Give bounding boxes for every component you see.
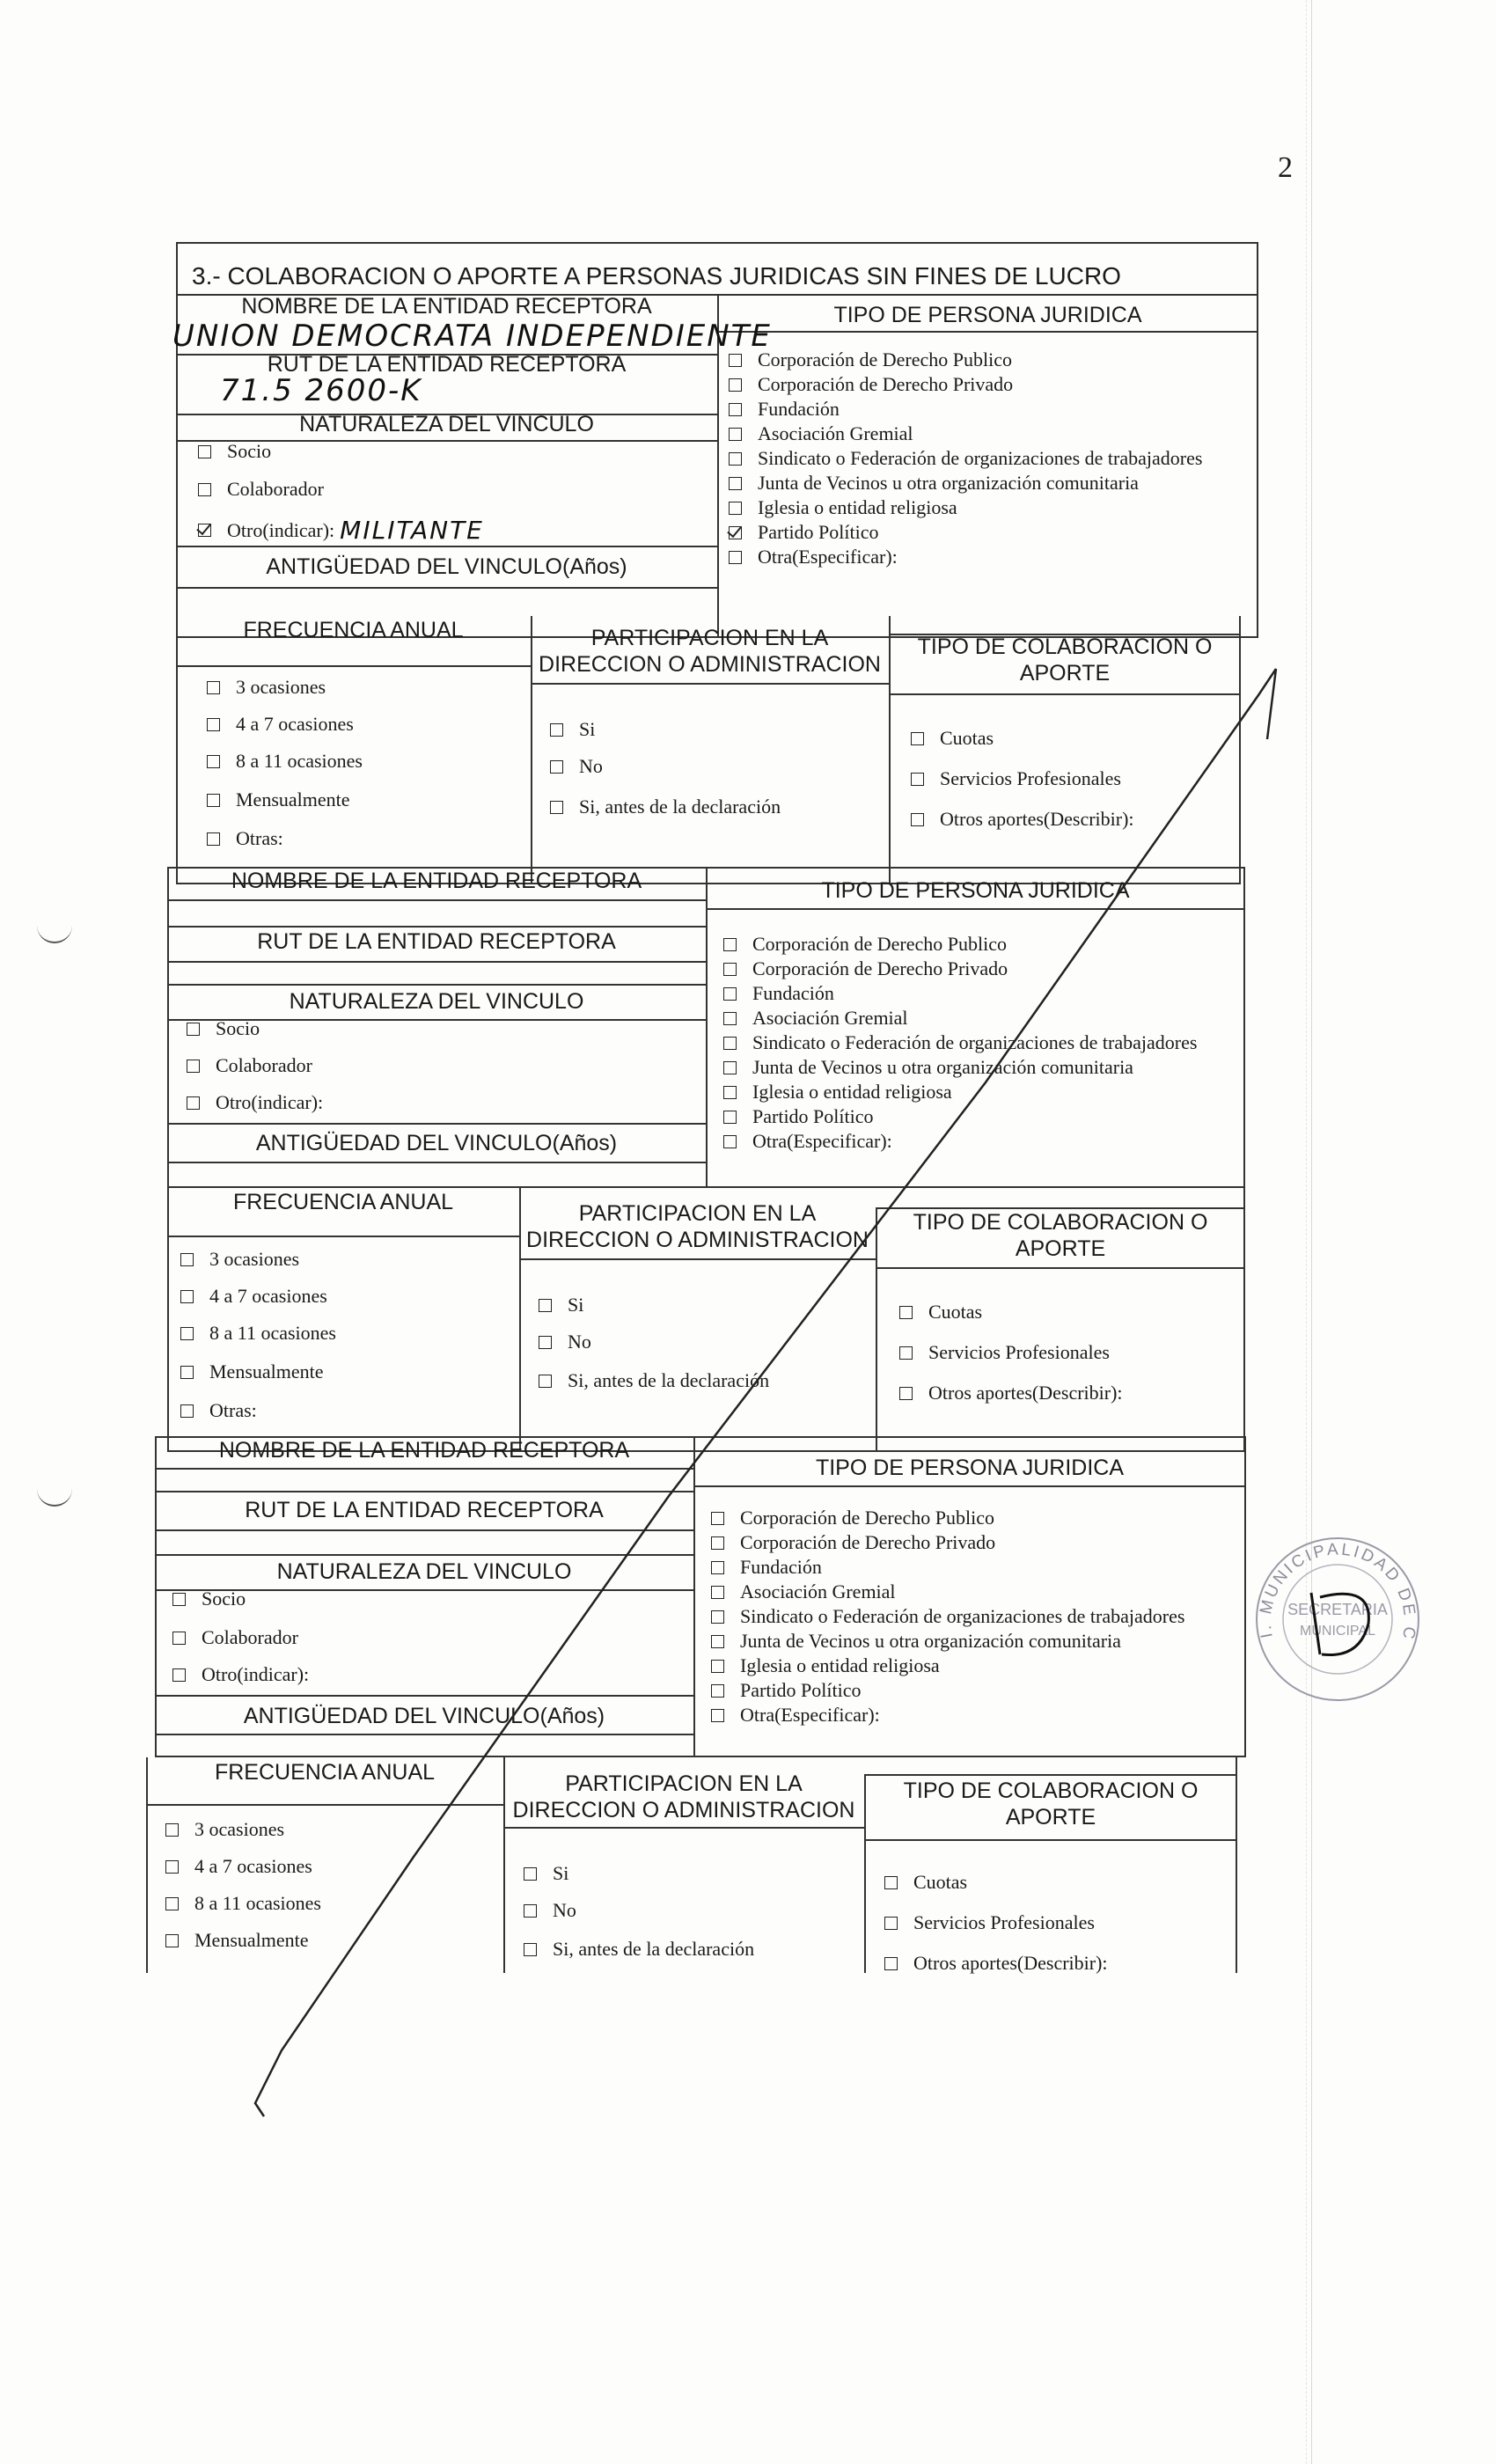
- part-si[interactable]: Si: [550, 718, 595, 741]
- freq-mensual[interactable]: Mensualmente: [207, 788, 350, 811]
- freq-mensual[interactable]: Mensualmente: [165, 1929, 309, 1952]
- frequency-header: FRECUENCIA ANUAL: [232, 1190, 454, 1214]
- binder-hole-mark: [37, 1478, 72, 1507]
- stamp-ring-text: I. MUNICIPALIDAD DE C: [1256, 1540, 1419, 1643]
- entity-type-header: TIPO DE PERSONA JURIDICA: [821, 878, 1130, 903]
- entity-type-header: TIPO DE PERSONA JURIDICA: [833, 303, 1142, 327]
- freq-8-11[interactable]: 8 a 11 ocasiones: [207, 750, 363, 773]
- type-sindicato[interactable]: Sindicato o Federación de organizaciones de trabajadores: [729, 447, 1202, 470]
- entity-name-header: NOMBRE DE LA ENTIDAD RECEPTORA: [218, 1438, 630, 1463]
- collab-cuotas[interactable]: Cuotas: [899, 1301, 982, 1324]
- type-fundacion[interactable]: Fundación: [723, 982, 834, 1005]
- nature-otro[interactable]: Otro(indicar): MILITANTE: [198, 516, 484, 545]
- freq-mensual[interactable]: Mensualmente: [180, 1360, 324, 1383]
- nature-socio[interactable]: Socio: [172, 1588, 246, 1610]
- nature-header: NATURALEZA DEL VINCULO: [299, 412, 594, 436]
- type-partido-politico[interactable]: Partido Político: [723, 1105, 874, 1128]
- fold-line: [1311, 0, 1312, 2464]
- collab-servicios[interactable]: Servicios Profesionales: [884, 1911, 1095, 1934]
- collab-cuotas[interactable]: Cuotas: [884, 1871, 967, 1894]
- type-junta-vecinos[interactable]: Junta de Vecinos u otra organización comunitaria: [711, 1630, 1121, 1653]
- seniority-header: ANTIGÜEDAD DEL VINCULO(Años): [255, 1131, 618, 1155]
- type-iglesia[interactable]: Iglesia o entidad religiosa: [711, 1654, 940, 1677]
- rut-header: RUT DE LA ENTIDAD RECEPTORA: [267, 352, 627, 377]
- freq-4-7[interactable]: 4 a 7 ocasiones: [165, 1855, 312, 1878]
- type-partido-politico[interactable]: Partido Político: [711, 1679, 862, 1702]
- type-junta-vecinos[interactable]: Junta de Vecinos u otra organización comunitaria: [729, 472, 1139, 495]
- nature-socio[interactable]: Socio: [198, 440, 271, 463]
- type-junta-vecinos[interactable]: Junta de Vecinos u otra organización comunitaria: [723, 1056, 1133, 1079]
- nature-header: NATURALEZA DEL VINCULO: [276, 1559, 572, 1584]
- part-si-antes[interactable]: Si, antes de la declaración: [539, 1369, 769, 1392]
- part-si[interactable]: Si: [539, 1294, 583, 1316]
- type-fundacion[interactable]: Fundación: [729, 398, 840, 421]
- freq-3[interactable]: 3 ocasiones: [180, 1248, 299, 1271]
- nature-colaborador[interactable]: Colaborador: [172, 1626, 298, 1649]
- section-title: 3.- COLABORACION O APORTE A PERSONAS JURIDICAS SIN FINES DE LUCRO: [192, 262, 1121, 290]
- seniority-header: ANTIGÜEDAD DEL VINCULO(Años): [266, 554, 627, 579]
- freq-otras[interactable]: Otras:: [207, 827, 283, 850]
- collab-servicios[interactable]: Servicios Profesionales: [911, 767, 1121, 790]
- part-no[interactable]: No: [524, 1899, 576, 1922]
- rut-header: RUT DE LA ENTIDAD RECEPTORA: [245, 1498, 604, 1522]
- type-corp-publico[interactable]: Corporación de Derecho Publico: [723, 933, 1007, 956]
- type-otra[interactable]: Otra(Especificar):: [711, 1704, 880, 1727]
- collab-cuotas[interactable]: Cuotas: [911, 727, 994, 750]
- collab-type-header: TIPO DE COLABORACION O APORTE: [917, 634, 1213, 686]
- freq-4-7[interactable]: 4 a 7 ocasiones: [207, 713, 354, 736]
- type-partido-politico[interactable]: Partido Político: [729, 521, 879, 544]
- freq-8-11[interactable]: 8 a 11 ocasiones: [165, 1892, 321, 1915]
- collab-type-header: TIPO DE COLABORACION O APORTE: [903, 1778, 1199, 1830]
- frequency-header: FRECUENCIA ANUAL: [214, 1760, 436, 1785]
- collab-servicios[interactable]: Servicios Profesionales: [899, 1341, 1110, 1364]
- nature-colaborador[interactable]: Colaborador: [198, 478, 324, 501]
- freq-otras[interactable]: Otras:: [180, 1399, 257, 1422]
- rut-header: RUT DE LA ENTIDAD RECEPTORA: [257, 929, 616, 954]
- participation-header: PARTICIPACION EN LA DIRECCION O ADMINISTRACION: [539, 626, 881, 677]
- entity-name-header: NOMBRE DE LA ENTIDAD RECEPTORA: [241, 294, 652, 319]
- binder-hole-mark: [37, 915, 72, 943]
- seniority-header: ANTIGÜEDAD DEL VINCULO(Años): [243, 1704, 605, 1728]
- entity-name-value[interactable]: UNION DEMOCRATA INDEPENDIENTE: [172, 319, 772, 354]
- nature-otro[interactable]: Otro(indicar):: [172, 1663, 309, 1686]
- frequency-header: FRECUENCIA ANUAL: [243, 618, 464, 642]
- rut-value[interactable]: 71.5 2600-K: [220, 373, 422, 408]
- part-si-antes[interactable]: Si, antes de la declaración: [550, 796, 781, 818]
- stamp-center-text: SECRETARIA: [1287, 1601, 1388, 1618]
- type-corp-privado[interactable]: Corporación de Derecho Privado: [711, 1531, 995, 1554]
- participation-header: PARTICIPACION EN LA DIRECCION O ADMINISTRACION: [512, 1771, 855, 1822]
- type-iglesia[interactable]: Iglesia o entidad religiosa: [729, 496, 957, 519]
- part-no[interactable]: No: [550, 755, 603, 778]
- fold-line-2: [1306, 0, 1307, 2464]
- nature-socio[interactable]: Socio: [187, 1017, 260, 1040]
- part-no[interactable]: No: [539, 1331, 591, 1353]
- entity-type-header: TIPO DE PERSONA JURIDICA: [815, 1456, 1125, 1480]
- freq-8-11[interactable]: 8 a 11 ocasiones: [180, 1322, 336, 1345]
- page-number: 2: [1278, 151, 1293, 184]
- type-sindicato[interactable]: Sindicato o Federación de organizaciones de trabajadores: [723, 1031, 1197, 1054]
- nature-otro[interactable]: Otro(indicar):: [187, 1091, 323, 1114]
- type-otra[interactable]: Otra(Especificar):: [729, 546, 898, 568]
- type-sindicato[interactable]: Sindicato o Federación de organizaciones de trabajadores: [711, 1605, 1184, 1628]
- type-corp-publico[interactable]: Corporación de Derecho Publico: [729, 348, 1012, 371]
- type-otra[interactable]: Otra(Especificar):: [723, 1130, 892, 1153]
- type-iglesia[interactable]: Iglesia o entidad religiosa: [723, 1081, 952, 1104]
- nature-header: NATURALEZA DEL VINCULO: [289, 989, 584, 1014]
- part-si[interactable]: Si: [524, 1862, 568, 1885]
- entity-name-header: NOMBRE DE LA ENTIDAD RECEPTORA: [231, 869, 642, 893]
- type-corp-privado[interactable]: Corporación de Derecho Privado: [729, 373, 1013, 396]
- type-asoc-gremial[interactable]: Asociación Gremial: [711, 1580, 896, 1603]
- stamp-center-text-2: MUNICIPAL: [1300, 1624, 1375, 1639]
- type-corp-privado[interactable]: Corporación de Derecho Privado: [723, 957, 1008, 980]
- collab-otros[interactable]: Otros aportes(Describir):: [911, 808, 1134, 831]
- freq-4-7[interactable]: 4 a 7 ocasiones: [180, 1285, 327, 1308]
- nature-colaborador[interactable]: Colaborador: [187, 1054, 312, 1077]
- part-si-antes[interactable]: Si, antes de la declaración: [524, 1938, 754, 1961]
- type-fundacion[interactable]: Fundación: [711, 1556, 822, 1579]
- collab-otros[interactable]: Otros aportes(Describir):: [884, 1952, 1108, 1975]
- type-corp-publico[interactable]: Corporación de Derecho Publico: [711, 1507, 994, 1529]
- type-asoc-gremial[interactable]: Asociación Gremial: [723, 1007, 908, 1030]
- freq-3[interactable]: 3 ocasiones: [207, 676, 326, 699]
- type-asoc-gremial[interactable]: Asociación Gremial: [729, 422, 913, 445]
- participation-header: PARTICIPACION EN LA DIRECCION O ADMINISTRACION: [526, 1201, 869, 1252]
- collab-type-header: TIPO DE COLABORACION O APORTE: [913, 1210, 1208, 1261]
- freq-3[interactable]: 3 ocasiones: [165, 1818, 284, 1841]
- nature-other-value: MILITANTE: [340, 516, 484, 545]
- collab-otros[interactable]: Otros aportes(Describir):: [899, 1382, 1123, 1404]
- municipal-stamp: [1250, 1531, 1426, 1707]
